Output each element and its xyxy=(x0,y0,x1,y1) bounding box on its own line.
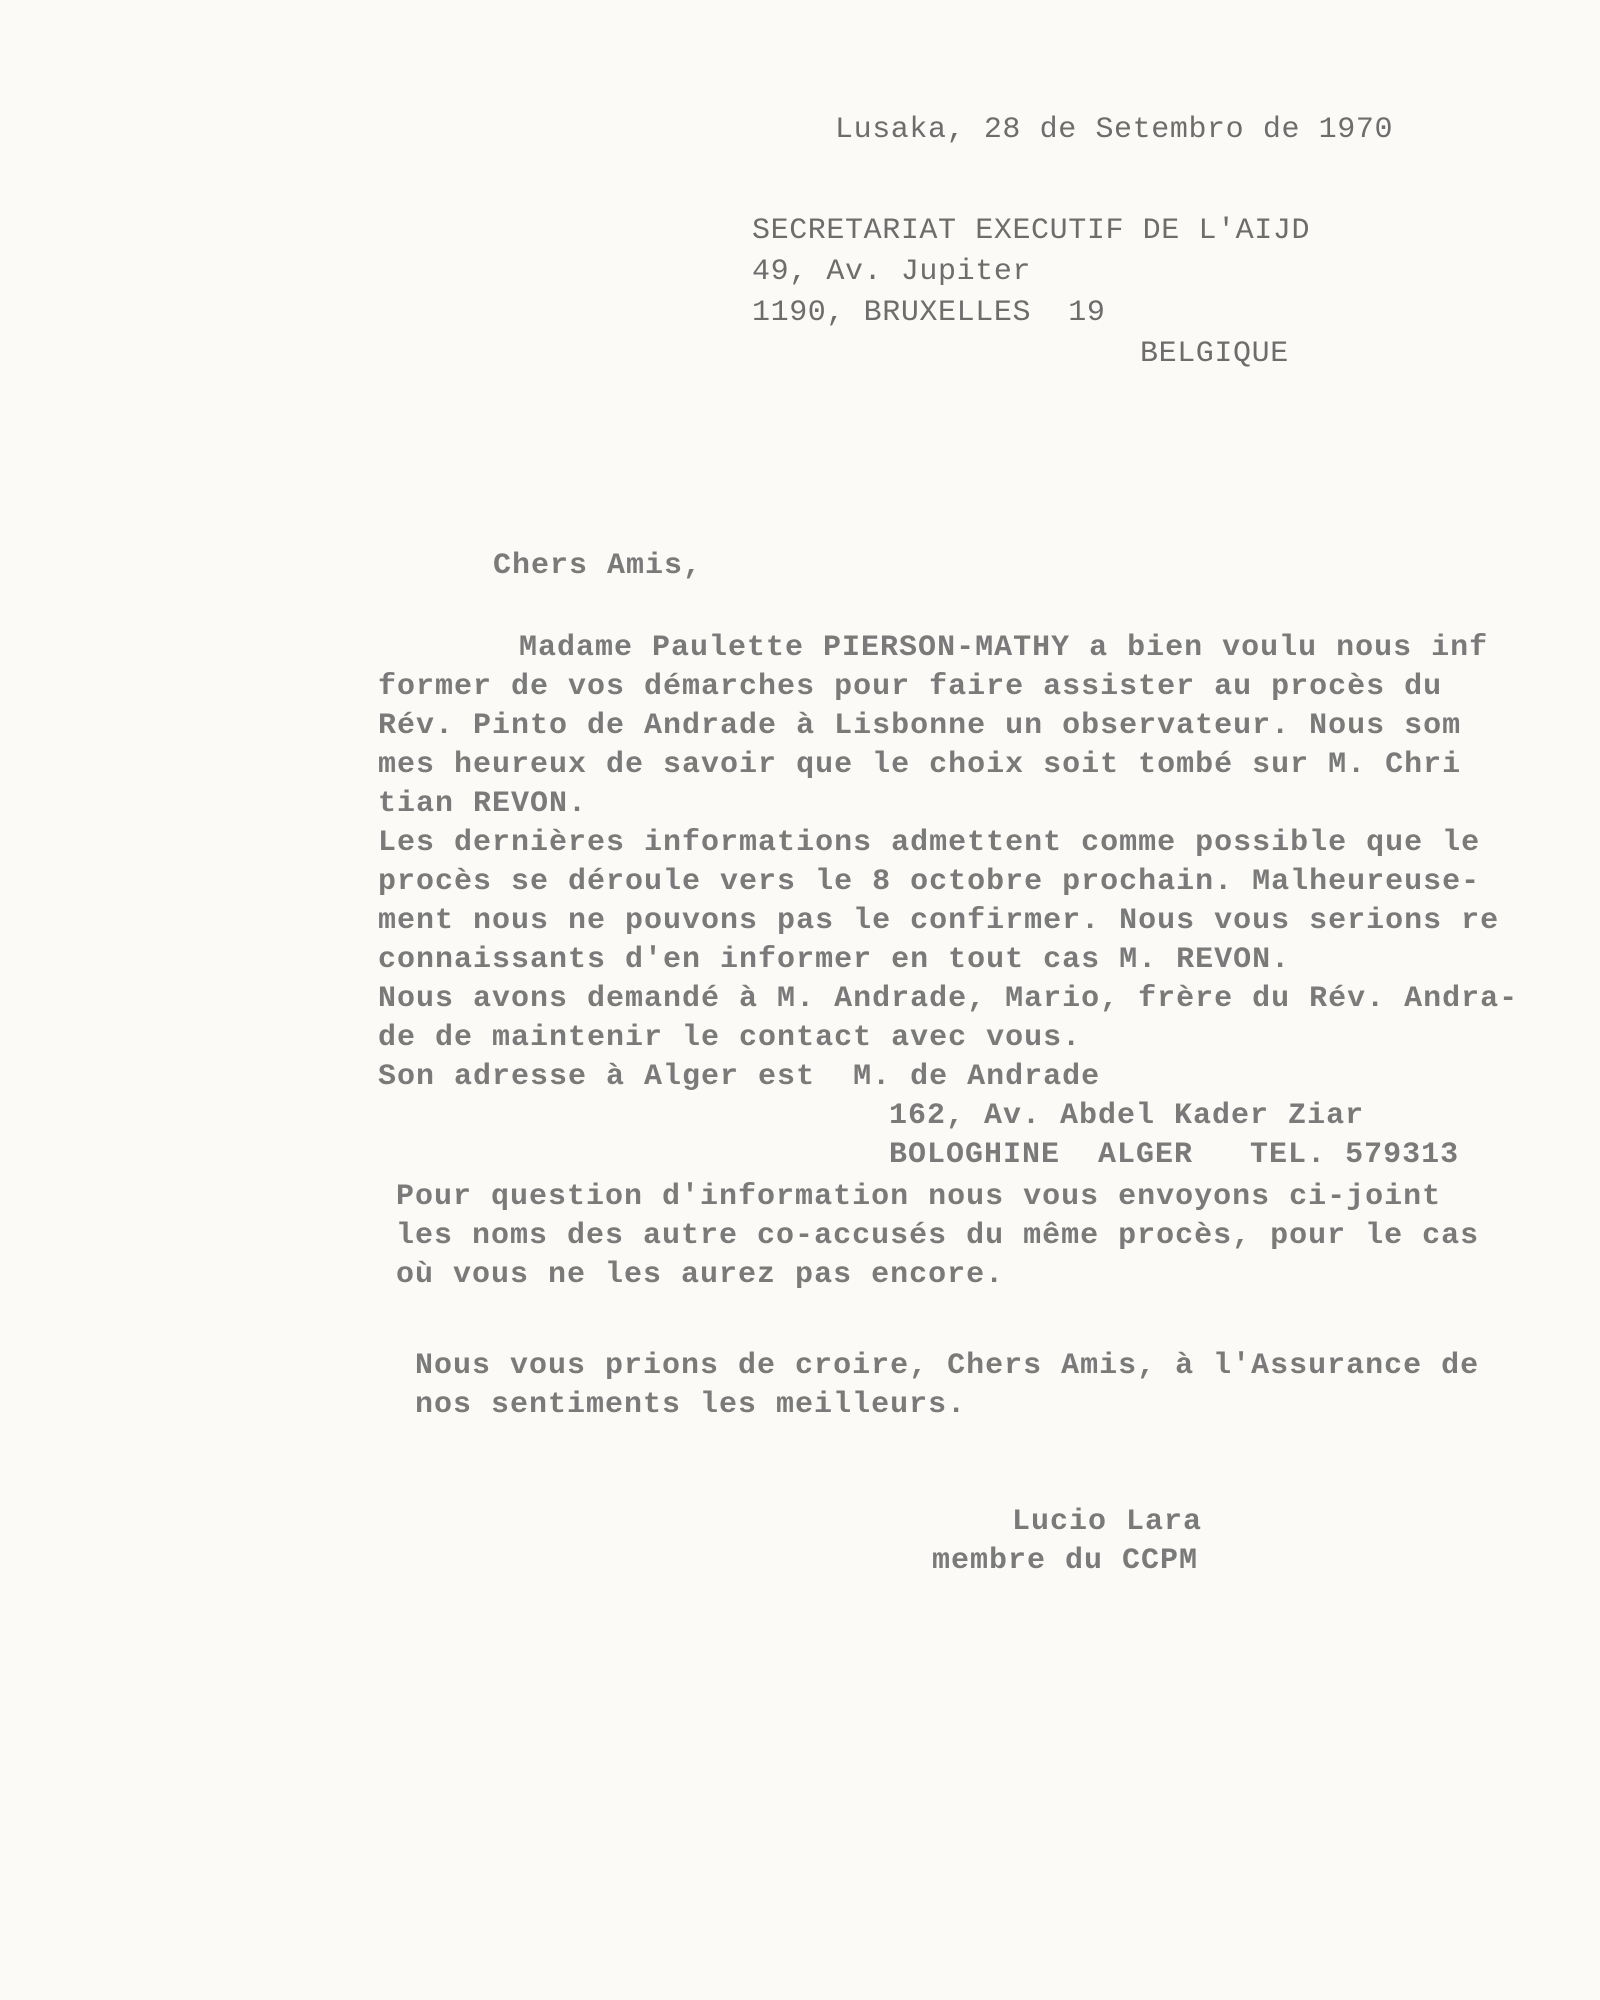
recipient-line: 49, Av. Jupiter xyxy=(752,255,1032,289)
recipient-line: 1190, BRUXELLES 19 xyxy=(752,296,1106,330)
body-line: tian REVON. xyxy=(378,787,588,821)
body-line: ment nous ne pouvons pas le confirmer. Nous vous serions re xyxy=(378,904,1500,938)
body-line: Pour question d'information nous vous envoyons ci-joint xyxy=(396,1180,1442,1214)
body-line: Les dernières informations admettent comme possible que le xyxy=(378,826,1481,860)
body-line: Rév. Pinto de Andrade à Lisbonne un observateur. Nous som xyxy=(378,709,1462,743)
body-line: connaissants d'en informer en tout cas M. REVON. xyxy=(378,943,1291,977)
body-line: de de maintenir le contact avec vous. xyxy=(378,1021,1082,1055)
signature-title: membre du CCPM xyxy=(932,1544,1199,1578)
recipient-line: SECRETARIAT EXECUTIF DE L'AIJD xyxy=(752,214,1311,248)
body-line: BOLOGHINE ALGER TEL. 579313 xyxy=(889,1138,1460,1172)
body-line: où vous ne les aurez pas encore. xyxy=(396,1258,1005,1292)
body-line: Madame Paulette PIERSON-MATHY a bien voulu nous inf xyxy=(519,631,1489,665)
salutation: Chers Amis, xyxy=(493,549,703,583)
body-line: les noms des autre co-accusés du même procès, pour le cas xyxy=(396,1219,1480,1253)
body-line: mes heureux de savoir que le choix soit tombé sur M. Chri xyxy=(378,748,1462,782)
body-line: former de vos démarches pour faire assister au procès du xyxy=(378,670,1443,704)
body-line: Son adresse à Alger est M. de Andrade xyxy=(378,1060,1101,1094)
place-date: Lusaka, 28 de Setembro de 1970 xyxy=(835,113,1394,147)
signature-name: Lucio Lara xyxy=(1012,1505,1203,1539)
closing-line: Nous vous prions de croire, Chers Amis, à l'Assurance de xyxy=(415,1349,1480,1383)
recipient-line: BELGIQUE xyxy=(1140,337,1289,371)
body-line: 162, Av. Abdel Kader Ziar xyxy=(889,1099,1365,1133)
closing-line: nos sentiments les meilleurs. xyxy=(415,1388,967,1422)
body-line: procès se déroule vers le 8 octobre prochain. Malheureuse- xyxy=(378,865,1481,899)
body-line: Nous avons demandé à M. Andrade, Mario, frère du Rév. Andra- xyxy=(378,982,1519,1016)
